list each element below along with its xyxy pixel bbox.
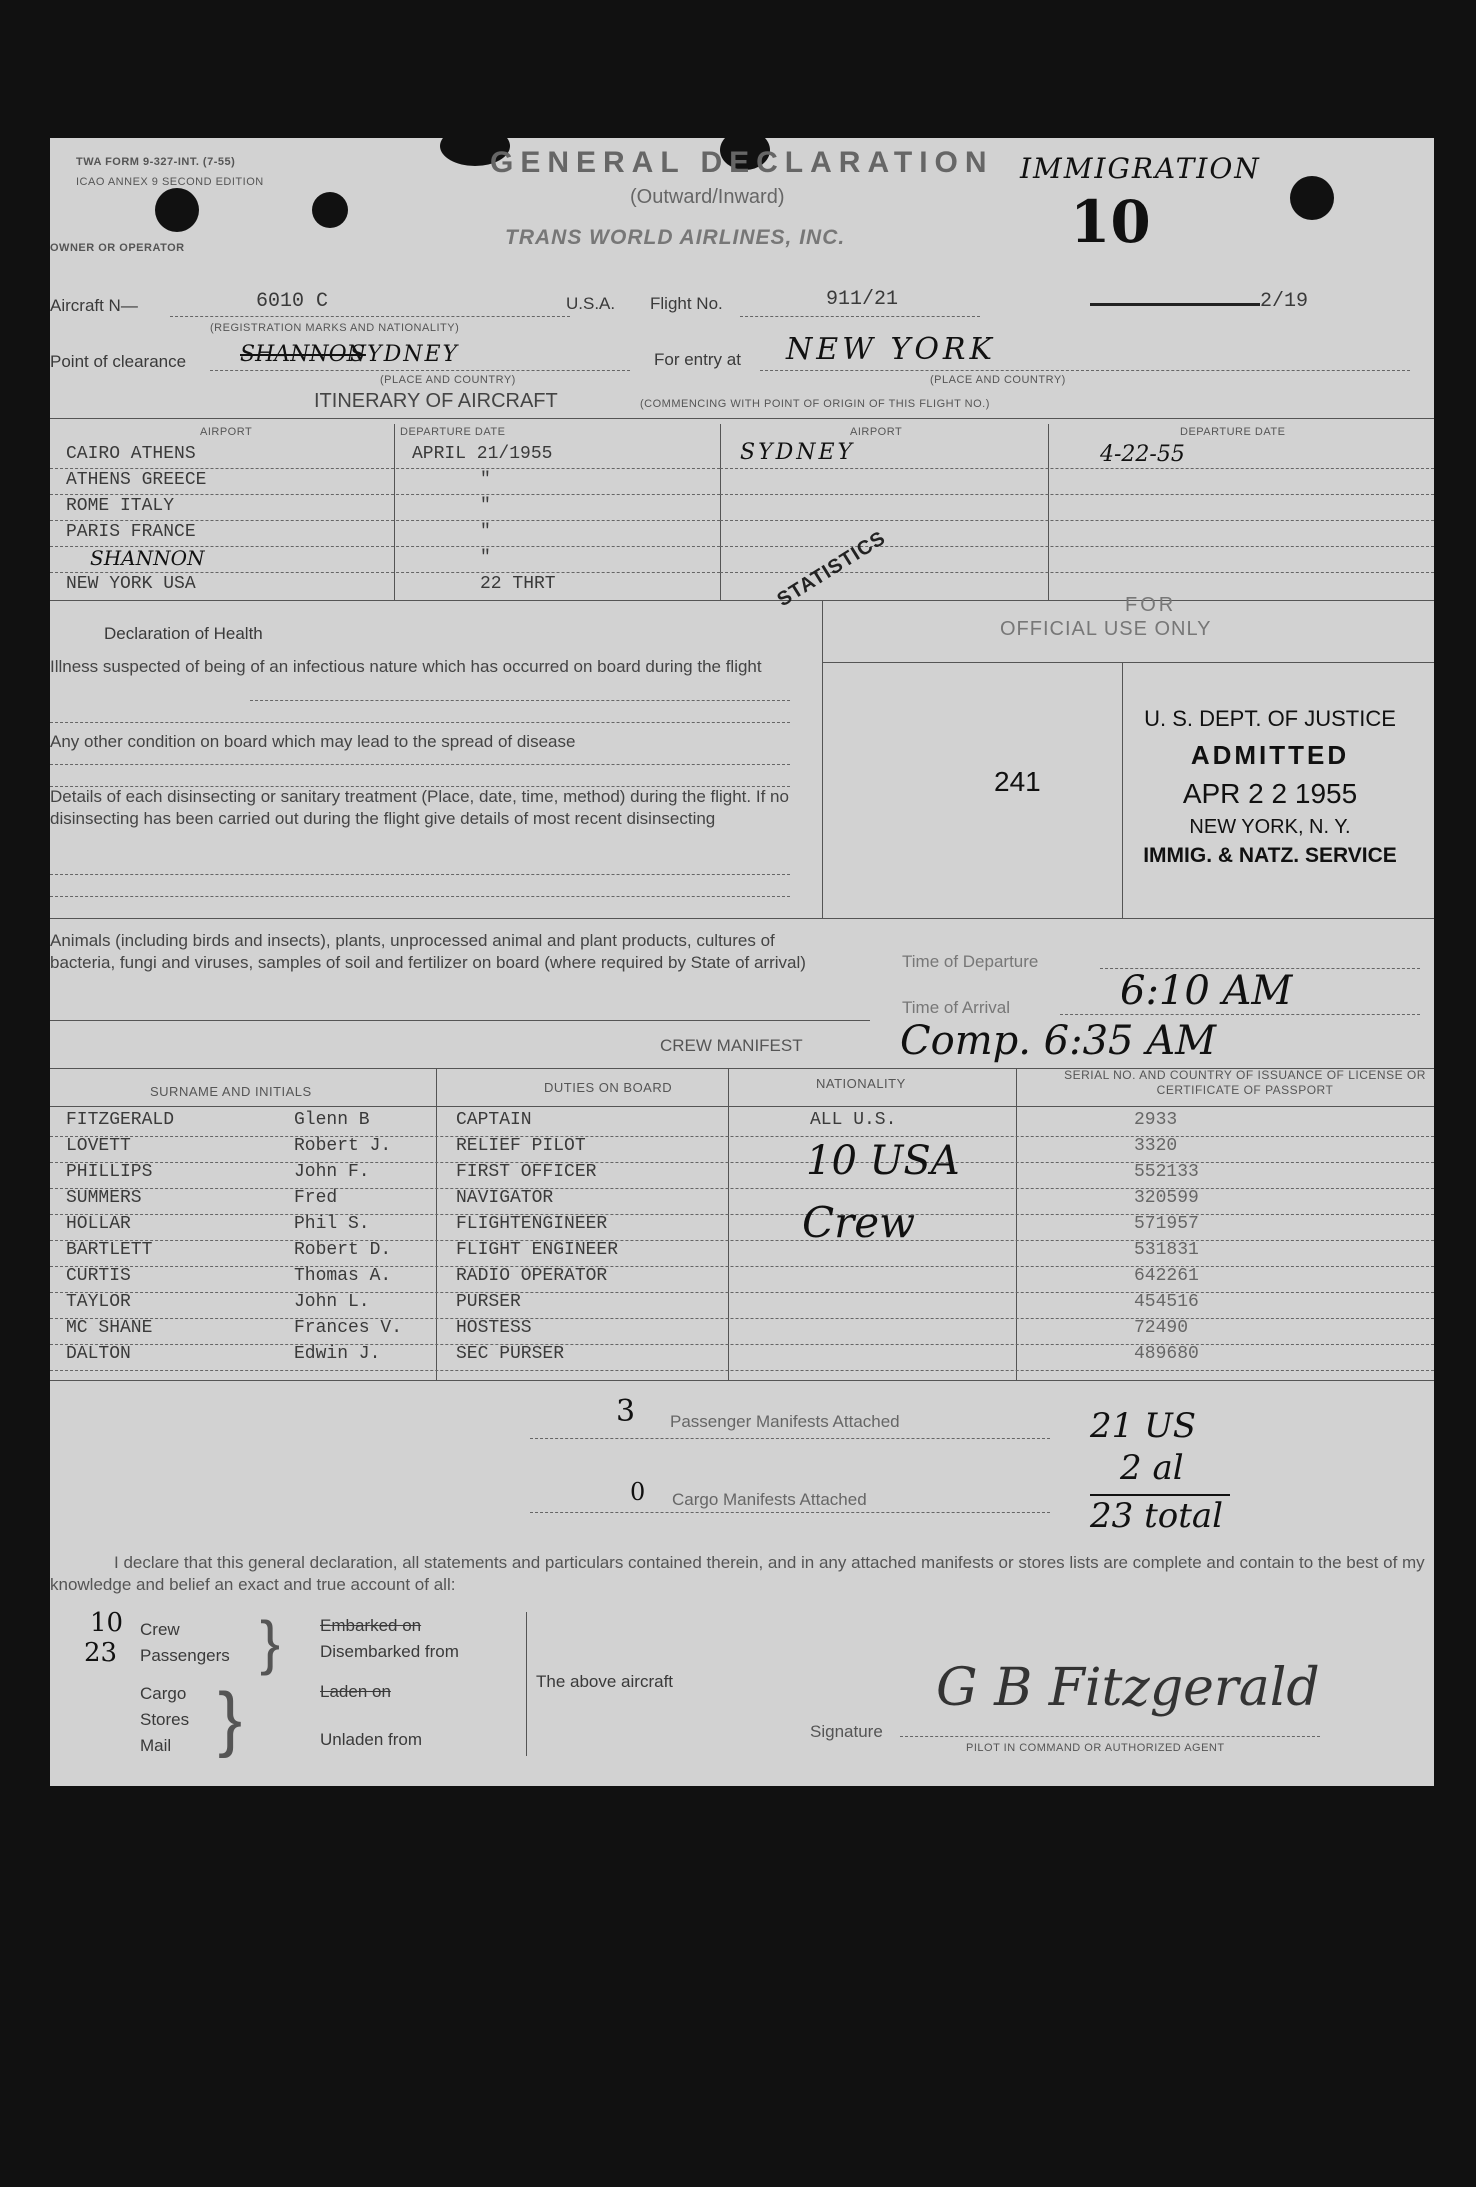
crew-row-rule [50, 1344, 1434, 1345]
crew-duty: RELIEF PILOT [456, 1136, 586, 1156]
itin-row-airport: CAIRO ATHENS [66, 444, 196, 464]
statistics-stamp: STATISTICS [773, 526, 890, 612]
punch-hole [1290, 176, 1334, 220]
clearance-label: Point of clearance [50, 352, 187, 371]
itin-row-date: 22 THRT [480, 574, 556, 594]
crew-given: Robert J. [294, 1136, 392, 1156]
crew-given: Thomas A. [294, 1266, 392, 1286]
itin-row-airport: ROME ITALY [66, 496, 175, 516]
official-number: 241 [994, 766, 1041, 797]
tally-us: 21 US [1090, 1406, 1197, 1446]
crew-duty: NAVIGATOR [456, 1188, 554, 1208]
registration-caption: (REGISTRATION MARKS AND NATIONALITY) [210, 322, 460, 334]
itin-row-date: " [480, 522, 491, 542]
crew-surname: HOLLAR [66, 1214, 131, 1234]
crew-label: Crew [140, 1620, 180, 1639]
itin-row-airport: SHANNON [90, 546, 205, 570]
declaration-text: I declare that this general declaration, all statements and particulars contained therein, and in any attached manifests or stores lists are complete and contain to the best of my knowledge and belief an exact and true account of all: [50, 1553, 1425, 1594]
embarked-label: Embarked on [320, 1616, 422, 1635]
aircraft-value: 6010 C [256, 290, 329, 313]
crew-row-rule [50, 1318, 1434, 1319]
flight-no-label: Flight No. [650, 294, 723, 313]
crew-serial: 454516 [1134, 1292, 1199, 1312]
crew-duty: HOSTESS [456, 1318, 532, 1338]
signature-caption: PILOT IN COMMAND OR AUTHORIZED AGENT [966, 1742, 1225, 1754]
col-airport-2: AIRPORT [850, 426, 903, 438]
col-airport: AIRPORT [200, 426, 253, 438]
health-q2: Any other condition on board which may lead to the spread of disease [50, 732, 576, 751]
owner-label: OWNER OR OPERATOR [50, 242, 185, 254]
laden-label: Laden on [320, 1682, 391, 1701]
unladen-label: Unladen from [320, 1730, 423, 1749]
col-surname: SURNAME AND INITIALS [150, 1084, 312, 1099]
immigration-note: IMMIGRATION [1020, 152, 1261, 185]
form-number: TWA FORM 9-327-INT. (7-55) [76, 156, 236, 168]
crew-surname: SUMMERS [66, 1188, 142, 1208]
crew-surname: LOVETT [66, 1136, 131, 1156]
itin-row-date: " [480, 496, 491, 516]
col-serial: SERIAL NO. AND COUNTRY OF ISSUANCE OF LICENSE OR CERTIFICATE OF PASSPORT [1064, 1068, 1426, 1097]
crew-surname: DALTON [66, 1344, 131, 1364]
official-use-label: OFFICIAL USE ONLY [1000, 618, 1212, 640]
crew-serial: 531831 [1134, 1240, 1199, 1260]
crew-serial: 552133 [1134, 1162, 1199, 1182]
crew-serial: 642261 [1134, 1266, 1199, 1286]
crew-surname: FITZGERALD [66, 1110, 175, 1130]
crew-note-2: Crew [802, 1198, 916, 1247]
crew-serial: 489680 [1134, 1344, 1199, 1364]
pax-label: Passengers [140, 1646, 230, 1665]
itinerary-title: ITINERARY OF AIRCRAFT [314, 390, 558, 412]
crew-count: 10 [90, 1608, 124, 1638]
passenger-label: Passenger Manifests Attached [670, 1412, 900, 1431]
cargo-label: Cargo Manifests Attached [672, 1490, 867, 1509]
icao-annex: ICAO ANNEX 9 SECOND EDITION [76, 176, 264, 188]
place-caption: (PLACE AND COUNTRY) [380, 374, 516, 386]
crew-serial: 320599 [1134, 1188, 1199, 1208]
crew-surname: CURTIS [66, 1266, 131, 1286]
crew-serial: 571957 [1134, 1214, 1199, 1234]
itin-right-date: 4-22-55 [1100, 442, 1185, 467]
animals-text: Animals (including birds and insects), plants, unprocessed animal and plant products, cultures of bacteria, fungi and viruses, samples of soil and fertilizer on board (where required by State of arrival) [50, 931, 806, 972]
airline-name: TRANS WORLD AIRLINES, INC. [505, 226, 846, 249]
crew-row-rule [50, 1214, 1434, 1215]
crew-duty: RADIO OPERATOR [456, 1266, 608, 1286]
col-duties: DUTIES ON BOARD [544, 1080, 673, 1095]
nationality-value: U.S.A. [566, 294, 616, 313]
stamp-dept: U. S. DEPT. OF JUSTICE [1144, 706, 1396, 731]
crew-row-rule [50, 1266, 1434, 1267]
crew-duty: CAPTAIN [456, 1110, 532, 1130]
flight-no-value: 911/21 [826, 288, 899, 311]
disembarked-label: Disembarked from [320, 1642, 459, 1661]
punch-hole [155, 188, 199, 232]
comp-value: Comp. 6:35 AM [900, 1018, 1217, 1064]
crew-given: Robert D. [294, 1240, 392, 1260]
itin-row-date: " [480, 548, 491, 568]
tally-total: 23 total [1090, 1496, 1224, 1536]
brace-icon: } [260, 1609, 281, 1676]
health-q3: Details of each disinsecting or sanitary treatment (Place, date, time, method) during the flight. If no disinsecting has been carried out during the flight give details of most recent disinsecting [50, 787, 789, 828]
declaration-form [50, 138, 1434, 1786]
itin-right-airport: SYDNEY [740, 440, 856, 465]
crew-serial: 2933 [1134, 1110, 1178, 1130]
cargo-decl-label: Cargo [140, 1684, 187, 1703]
crew-given: Edwin J. [294, 1344, 381, 1364]
aircraft-text: The above aircraft [536, 1672, 674, 1691]
crew-given: Glenn B [294, 1110, 370, 1130]
health-q1: Illness suspected of being of an infectious nature which has occurred on board during the flight [50, 657, 762, 676]
passenger-count: 3 [616, 1394, 636, 1429]
signature-label: Signature [810, 1722, 883, 1741]
entry-label: For entry at [654, 350, 741, 369]
crew-surname: PHILLIPS [66, 1162, 153, 1182]
itinerary-note: (COMMENCING WITH POINT OF ORIGIN OF THIS FLIGHT NO.) [640, 398, 990, 410]
flight-date: 2/19 [1260, 290, 1309, 313]
crew-duty: FLIGHTENGINEER [456, 1214, 608, 1234]
crew-duty: SEC PURSER [456, 1344, 565, 1364]
crew-nationality-all: ALL U.S. [810, 1110, 897, 1130]
crew-surname: TAYLOR [66, 1292, 131, 1312]
page-mark: 10 [1070, 188, 1151, 256]
stores-label: Stores [140, 1710, 190, 1729]
crew-serial: 3320 [1134, 1136, 1178, 1156]
col-departure-2: DEPARTURE DATE [1180, 426, 1286, 438]
cargo-count: 0 [630, 1478, 646, 1506]
crew-duty: FIRST OFFICER [456, 1162, 597, 1182]
itin-row-date: APRIL 21/1955 [412, 444, 553, 464]
departure-label: Time of Departure [902, 952, 1039, 971]
stamp-admitted: ADMITTED [1190, 740, 1350, 770]
signature: G B Fitzgerald [936, 1658, 1320, 1718]
brace-icon: } [218, 1679, 243, 1759]
crew-surname: MC SHANE [66, 1318, 153, 1338]
form-subtitle: (Outward/Inward) [630, 186, 785, 208]
crew-given: John F. [294, 1162, 370, 1182]
crew-serial: 72490 [1134, 1318, 1189, 1338]
crew-given: Phil S. [294, 1214, 370, 1234]
itin-row-airport: NEW YORK USA [66, 574, 196, 594]
itin-row-date: " [480, 470, 491, 490]
official-for: FOR [1125, 594, 1177, 616]
stamp-service: IMMIG. & NATZ. SERVICE [1143, 844, 1397, 867]
stamp-city: NEW YORK, N. Y. [1189, 816, 1351, 838]
crew-row-rule [50, 1188, 1434, 1189]
pax-count: 23 [84, 1638, 118, 1668]
mail-label: Mail [140, 1736, 172, 1755]
form-title: GENERAL DECLARATION [490, 146, 994, 179]
itin-row-airport: ATHENS GREECE [66, 470, 207, 490]
stamp-date: APR 2 2 1955 [1182, 778, 1358, 809]
crew-duty: PURSER [456, 1292, 521, 1312]
col-nationality: NATIONALITY [816, 1076, 906, 1091]
itin-row-airport: PARIS FRANCE [66, 522, 196, 542]
entry-value: NEW YORK [786, 332, 996, 367]
crew-note: 10 USA [806, 1138, 960, 1184]
health-title: Declaration of Health [104, 624, 263, 643]
crew-row-rule [50, 1240, 1434, 1241]
arrival-label: Time of Arrival [902, 998, 1011, 1017]
col-departure: DEPARTURE DATE [400, 426, 506, 438]
crew-given: Frances V. [294, 1318, 403, 1338]
crew-row-rule [50, 1136, 1434, 1137]
crew-title: CREW MANIFEST [660, 1036, 803, 1055]
arrival-value: 6:10 AM [1120, 968, 1293, 1014]
aircraft-label: Aircraft N— [50, 296, 138, 315]
place-caption-2: (PLACE AND COUNTRY) [930, 374, 1066, 386]
crew-given: Fred [294, 1188, 338, 1208]
punch-hole [312, 192, 348, 228]
tally-alien: 2 al [1120, 1448, 1184, 1488]
crew-given: John L. [294, 1292, 370, 1312]
crew-row-rule [50, 1370, 1434, 1371]
crew-row-rule [50, 1292, 1434, 1293]
crew-duty: FLIGHT ENGINEER [456, 1240, 619, 1260]
crew-surname: BARTLETT [66, 1240, 153, 1260]
crew-row-rule [50, 1162, 1434, 1163]
clearance-value: SYDNEY [350, 342, 460, 367]
clearance-struck: SHANNON [240, 342, 366, 367]
